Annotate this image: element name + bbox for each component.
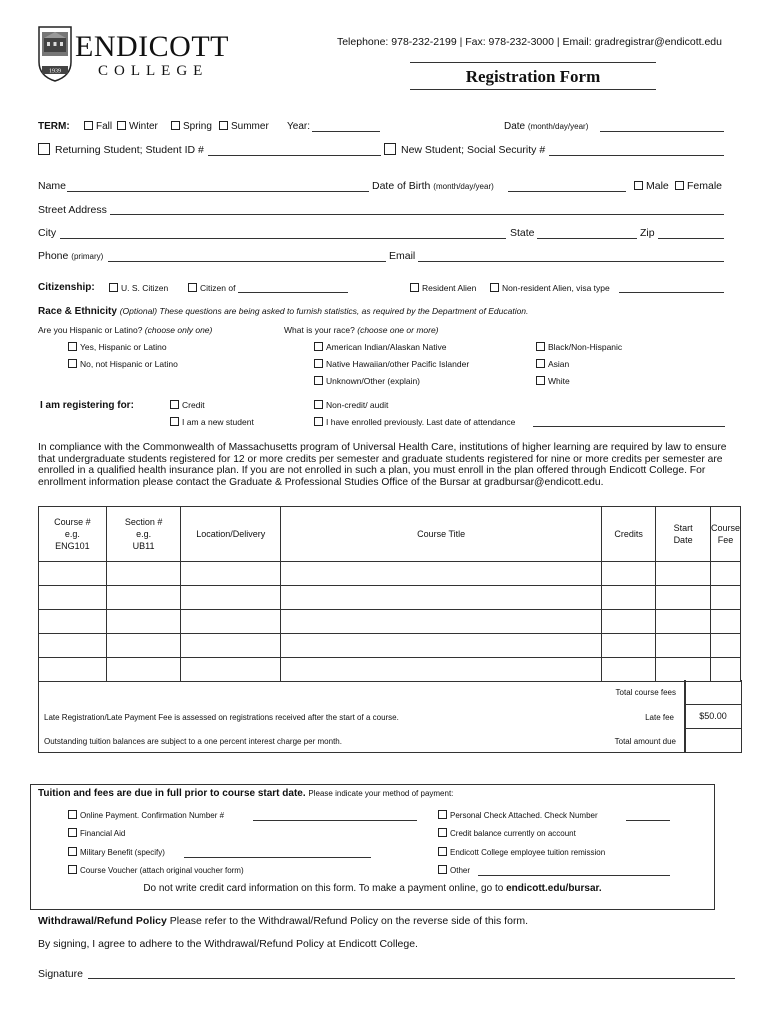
zip-label: Zip — [640, 227, 655, 239]
city-field[interactable] — [60, 238, 506, 239]
header-location: Location/Delivery — [181, 507, 281, 562]
signature-label: Signature — [38, 968, 83, 980]
race-asian-option[interactable]: Asian — [536, 359, 569, 369]
credit-option[interactable]: Credit — [170, 400, 205, 410]
total-due-box[interactable] — [684, 728, 742, 753]
checkbox-icon — [68, 865, 77, 874]
table-row[interactable] — [39, 586, 741, 610]
table-row[interactable] — [39, 610, 741, 634]
checkbox-icon — [188, 283, 197, 292]
checkbox-icon — [438, 847, 447, 856]
email-label: Email — [389, 250, 416, 262]
checkbox-icon — [171, 121, 180, 130]
compliance-text: In compliance with the Commonwealth of Massachusetts program of Universal Health Care, institutions of higher learning are required by law to ensure that undergraduate students registered for 12 or more credits per semester and graduate students registered for nine or more credits per semester are enrolled in a qualified health insurance plan. If you are not enrolled in such a plan, you must enroll in the plan offered through Endicott College. For enrollment information please contact the Graduate & Professional Studies Office of the Bursar at gradbursar@endicott.edu. — [38, 442, 727, 488]
checkbox-icon — [438, 828, 447, 837]
checkbox-icon — [68, 828, 77, 837]
new-student-option[interactable]: New Student; Social Security # — [384, 144, 545, 156]
dob-label: Date of Birth (month/day/year) — [372, 180, 494, 192]
employee-remission-option[interactable]: Endicott College employee tuition remission — [438, 848, 605, 857]
payment-note: Do not write credit card information on this form. To make a payment online, go to endicott.edu/bursar. — [143, 883, 602, 894]
payment-heading: Tuition and fees are due in full prior to course start date. Please indicate your method of payment: — [38, 788, 454, 799]
year-label: Year: — [287, 121, 310, 132]
state-label: State — [510, 227, 535, 239]
table-row[interactable] — [39, 658, 741, 682]
checkbox-icon — [68, 342, 77, 351]
checkbox-icon — [219, 121, 228, 130]
term-spring[interactable]: Spring — [171, 121, 212, 132]
race-white-option[interactable]: White — [536, 376, 570, 386]
hispanic-yes-option[interactable]: Yes, Hispanic or Latino — [68, 342, 167, 352]
citizen-of-field[interactable] — [238, 292, 348, 293]
citizenship-label: Citizenship: — [38, 282, 95, 293]
noncredit-option[interactable]: Non-credit/ audit — [314, 400, 388, 410]
checkbox-icon — [490, 283, 499, 292]
form-title: Registration Form — [465, 67, 601, 86]
race-black-option[interactable]: Black/Non-Hispanic — [536, 342, 622, 352]
nonresident-alien-option[interactable]: Non-resident Alien, visa type — [490, 283, 610, 293]
logo-name: ENDICOTT — [75, 30, 229, 63]
checkbox-icon — [536, 359, 545, 368]
us-citizen-option[interactable]: U. S. Citizen — [109, 283, 168, 293]
city-label: City — [38, 227, 57, 239]
check-number-field[interactable] — [626, 820, 670, 821]
race-heading: Race & Ethnicity (Optional) These questions are being asked to furnish statistics, as required by the Department of Education. — [38, 306, 529, 317]
date-label: Date (month/day/year) — [504, 121, 589, 132]
email-field[interactable] — [418, 261, 724, 262]
course-table-header — [39, 507, 741, 562]
signature-field[interactable] — [88, 978, 735, 979]
ssn-field[interactable] — [549, 155, 724, 156]
enrolled-previously-option[interactable]: I have enrolled previously. Last date of attendance — [314, 417, 515, 427]
street-field[interactable] — [110, 214, 724, 215]
checkbox-icon — [536, 342, 545, 351]
military-specify-field[interactable] — [184, 857, 371, 858]
contact-info: Telephone: 978-232-2199 | Fax: 978-232-3000 | Email: gradregistrar@endicott.edu — [336, 36, 722, 48]
header-section-number: Section # e.g. UB11 — [106, 507, 180, 562]
other-payment-field[interactable] — [478, 875, 670, 876]
total-fees-box[interactable] — [684, 680, 742, 705]
header-credits: Credits — [602, 507, 656, 562]
checkbox-icon — [536, 376, 545, 385]
checkbox-icon — [314, 400, 323, 409]
phone-field[interactable] — [108, 261, 386, 262]
date-field[interactable] — [600, 131, 724, 132]
total-fees-label: Total course fees — [615, 688, 676, 697]
hispanic-question: Are you Hispanic or Latino? (choose only one) — [38, 325, 213, 335]
checkbox-icon — [438, 810, 447, 819]
agreement-text: By signing, I agree to adhere to the Withdrawal/Refund Policy at Endicott College. — [38, 938, 418, 950]
phone-label: Phone (primary) — [38, 250, 104, 262]
new-student-registration-option[interactable]: I am a new student — [170, 417, 254, 427]
table-row[interactable] — [39, 634, 741, 658]
late-fee-label: Late fee — [645, 713, 674, 722]
header-course-title: Course Title — [281, 507, 602, 562]
header-start-date: Start Date — [656, 507, 711, 562]
term-summer[interactable]: Summer — [219, 121, 269, 132]
state-field[interactable] — [537, 238, 637, 239]
race-pacific-islander-option[interactable]: Native Hawaiian/other Pacific Islander — [314, 359, 469, 369]
financial-aid-option[interactable]: Financial Aid — [68, 829, 125, 838]
last-attendance-field[interactable] — [533, 426, 725, 427]
checkbox-icon — [170, 417, 179, 426]
registering-label: I am registering for: — [40, 400, 134, 411]
student-id-field[interactable] — [208, 155, 381, 156]
male-option[interactable]: Male — [634, 180, 669, 192]
credit-balance-option[interactable]: Credit balance currently on account — [438, 829, 576, 838]
checkbox-icon — [68, 810, 77, 819]
checkbox-icon — [384, 143, 396, 155]
zip-field[interactable] — [658, 238, 724, 239]
street-label: Street Address — [38, 204, 107, 216]
checkbox-icon — [38, 143, 50, 155]
confirmation-number-field[interactable] — [253, 820, 417, 821]
military-benefit-option[interactable]: Military Benefit (specify) — [68, 848, 165, 857]
checkbox-icon — [117, 121, 126, 130]
checkbox-icon — [314, 376, 323, 385]
checkbox-icon — [634, 181, 643, 190]
citizen-of-option[interactable]: Citizen of — [188, 283, 235, 293]
checkbox-icon — [68, 359, 77, 368]
checkbox-icon — [68, 847, 77, 856]
checkbox-icon — [84, 121, 93, 130]
late-fee-box: $50.00 — [684, 704, 742, 729]
checkbox-icon — [170, 400, 179, 409]
online-payment-option[interactable]: Online Payment. Confirmation Number # — [68, 811, 224, 820]
course-voucher-option[interactable]: Course Voucher (attach original voucher form) — [68, 866, 244, 875]
header-course-fee: Course Fee — [710, 507, 740, 562]
late-fee-note: Late Registration/Late Payment Fee is assessed on registrations received after the start of a course. — [44, 713, 399, 722]
returning-student-option[interactable]: Returning Student; Student ID # — [38, 144, 204, 156]
total-due-label: Total amount due — [614, 737, 676, 746]
hispanic-no-option[interactable]: No, not Hispanic or Latino — [68, 359, 178, 369]
table-row[interactable] — [39, 562, 741, 586]
course-table — [38, 506, 741, 682]
logo-subtitle: COLLEGE — [98, 63, 209, 79]
name-label: Name — [38, 180, 67, 192]
checkbox-icon — [314, 417, 323, 426]
term-winter[interactable]: Winter — [117, 121, 158, 132]
term-label: TERM: — [38, 121, 70, 132]
visa-type-field[interactable] — [619, 292, 724, 293]
personal-check-option[interactable]: Personal Check Attached. Check Number — [438, 811, 598, 820]
svg-text:1939: 1939 — [49, 68, 61, 75]
withdrawal-policy: Withdrawal/Refund Policy Please refer to the Withdrawal/Refund Policy on the reverse side of this form. — [38, 915, 529, 927]
race-american-indian-option[interactable]: American Indian/Alaskan Native — [314, 342, 446, 352]
checkbox-icon — [438, 865, 447, 874]
dob-field[interactable] — [508, 191, 626, 192]
outstanding-note: Outstanding tuition balances are subject to a one percent interest charge per month. — [44, 737, 342, 746]
checkbox-icon — [410, 283, 419, 292]
bursar-link[interactable]: endicott.edu/bursar. — [506, 883, 602, 894]
race-question: What is your race? (choose one or more) — [284, 325, 439, 335]
other-payment-option[interactable]: Other — [438, 866, 470, 875]
year-field[interactable] — [312, 131, 380, 132]
female-option[interactable]: Female — [675, 180, 722, 192]
checkbox-icon — [314, 342, 323, 351]
checkbox-icon — [109, 283, 118, 292]
term-fall[interactable]: Fall — [84, 121, 112, 132]
checkbox-icon — [314, 359, 323, 368]
race-unknown-option[interactable]: Unknown/Other (explain) — [314, 376, 420, 386]
header-course-number: Course # e.g. ENG101 — [39, 507, 107, 562]
shield-icon — [38, 26, 72, 82]
name-field[interactable] — [67, 191, 369, 192]
resident-alien-option[interactable]: Resident Alien — [410, 283, 476, 293]
checkbox-icon — [675, 181, 684, 190]
